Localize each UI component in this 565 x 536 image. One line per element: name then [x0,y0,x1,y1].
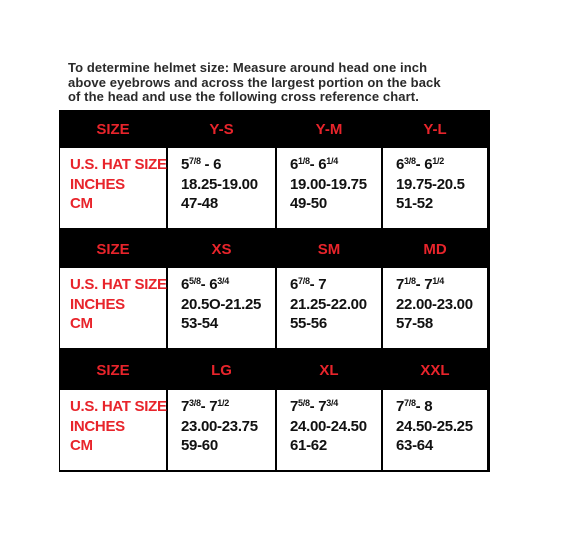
hat-size-separator: - [309,156,319,173]
inches-value: 22.00-23.00 [396,295,473,313]
hat-size-fraction: 7/8 [404,398,416,408]
hat-size-whole: 6 [209,276,218,293]
hat-size-value [396,397,487,417]
hat-size-value [290,275,381,295]
size-values [168,148,275,228]
hat-size-fraction: 3/4 [326,398,338,408]
size-header-cell: SM [317,240,341,258]
cm-value: 49-50 [290,195,327,212]
instruction-line: above eyebrows and across the largest portion on the back [68,74,441,90]
measurement-label: U.S. HAT SIZE [70,398,167,415]
hat-size-whole: 7 [424,276,433,293]
hat-size-fraction: 3/8 [189,398,201,408]
size-header-cell: LG [211,361,232,379]
size-header-cell: XS [211,240,232,258]
inches-value: 23.00-23.75 [181,417,258,435]
hat-size-whole: 7 [318,398,327,415]
hat-size-separator: - [200,276,210,293]
hat-size-fraction: 1/2 [217,398,229,408]
hat-size-separator: - [200,398,210,415]
measurement-label: INCHES [70,295,125,313]
hat-size-fraction: 1/4 [432,276,444,286]
size-header-label: SIZE [96,361,130,379]
measurement-label: U.S. HAT SIZE [70,156,167,173]
size-instructions [68,61,508,105]
inches-value: 19.00-19.75 [290,175,367,193]
size-values [277,148,381,228]
instruction-line: To determine helmet size: Measure around head one inch [68,60,428,75]
size-header-cell: MD [423,240,447,258]
inches-value: 24.50-25.25 [396,417,473,435]
size-values [168,268,275,348]
hat-size-fraction: 7/8 [189,156,201,166]
hat-size-whole: 6 [396,156,405,173]
inches-value: 21.25-22.00 [290,295,367,313]
cm-value: 63-64 [396,437,433,454]
hat-size-whole: 7 [290,398,299,415]
hat-size-whole: 7 [209,398,218,415]
hat-size-separator: - [200,156,214,173]
measurement-label: INCHES [70,417,125,435]
inches-value: 18.25-19.00 [181,175,258,193]
hat-size-fraction: 5/8 [189,276,201,286]
hat-size-fraction: 3/4 [217,276,229,286]
hat-size-separator: - [309,398,319,415]
hat-size-value [396,155,487,175]
hat-size-separator: - [415,276,425,293]
cm-value: 53-54 [181,315,218,332]
cm-value: 61-62 [290,437,327,454]
measurement-label: CM [70,437,93,454]
hat-size-value [181,155,275,175]
hat-size-whole: 7 [181,398,190,415]
hat-size-whole: 6 [181,276,190,293]
helmet-size-chart [59,110,490,472]
hat-size-whole: 8 [424,398,433,415]
hat-size-fraction: 1/8 [298,156,310,166]
size-values [277,268,381,348]
hat-size-fraction: 3/8 [404,156,416,166]
size-header-label: SIZE [96,120,130,138]
hat-size-separator: - [309,276,319,293]
size-values [383,268,487,348]
inches-value: 20.5O-21.25 [181,295,262,313]
hat-size-separator: - [415,156,425,173]
cm-value: 47-48 [181,195,218,212]
hat-size-separator: - [415,398,425,415]
size-header-label: SIZE [96,240,130,258]
hat-size-whole: 7 [396,398,405,415]
measurement-labels [60,148,166,228]
hat-size-whole: 6 [290,156,299,173]
size-data-row [59,390,490,470]
measurement-label: CM [70,195,93,212]
hat-size-fraction: 7/8 [298,276,310,286]
measurement-label: U.S. HAT SIZE [70,276,167,293]
size-values [383,390,487,470]
hat-size-fraction: 1/2 [432,156,444,166]
size-header-cell: Y-S [209,120,234,138]
cm-value: 55-56 [290,315,327,332]
hat-size-whole: 6 [424,156,433,173]
hat-size-fraction: 1/4 [326,156,338,166]
size-data-row [59,268,490,348]
hat-size-value [181,397,275,417]
size-header-row [59,230,490,268]
hat-size-whole: 6 [290,276,299,293]
size-header-cell: XL [319,361,339,379]
cm-value: 51-52 [396,195,433,212]
hat-size-value [181,275,275,295]
size-values [383,148,487,228]
measurement-labels [60,268,166,348]
instruction-line: of the head and use the following cross reference chart. [68,89,419,104]
size-header-row [59,110,490,148]
hat-size-value [290,155,381,175]
size-values [168,390,275,470]
inches-value: 24.00-24.50 [290,417,367,435]
size-data-row [59,148,490,228]
hat-size-whole: 6 [213,156,222,173]
hat-size-whole: 5 [181,156,190,173]
size-header-cell: Y-M [315,120,343,138]
inches-value: 19.75-20.5 [396,175,465,193]
measurement-labels [60,390,166,470]
cm-value: 57-58 [396,315,433,332]
hat-size-value [396,275,487,295]
hat-size-whole: 6 [318,156,327,173]
size-header-cell: Y-L [423,120,447,138]
size-header-cell: XXL [420,361,450,379]
measurement-label: CM [70,315,93,332]
size-values [277,390,381,470]
measurement-label: INCHES [70,175,125,193]
cm-value: 59-60 [181,437,218,454]
size-header-row [59,351,490,389]
hat-size-fraction: 1/8 [404,276,416,286]
hat-size-whole: 7 [396,276,405,293]
hat-size-value [290,397,381,417]
hat-size-whole: 7 [318,276,327,293]
hat-size-fraction: 5/8 [298,398,310,408]
